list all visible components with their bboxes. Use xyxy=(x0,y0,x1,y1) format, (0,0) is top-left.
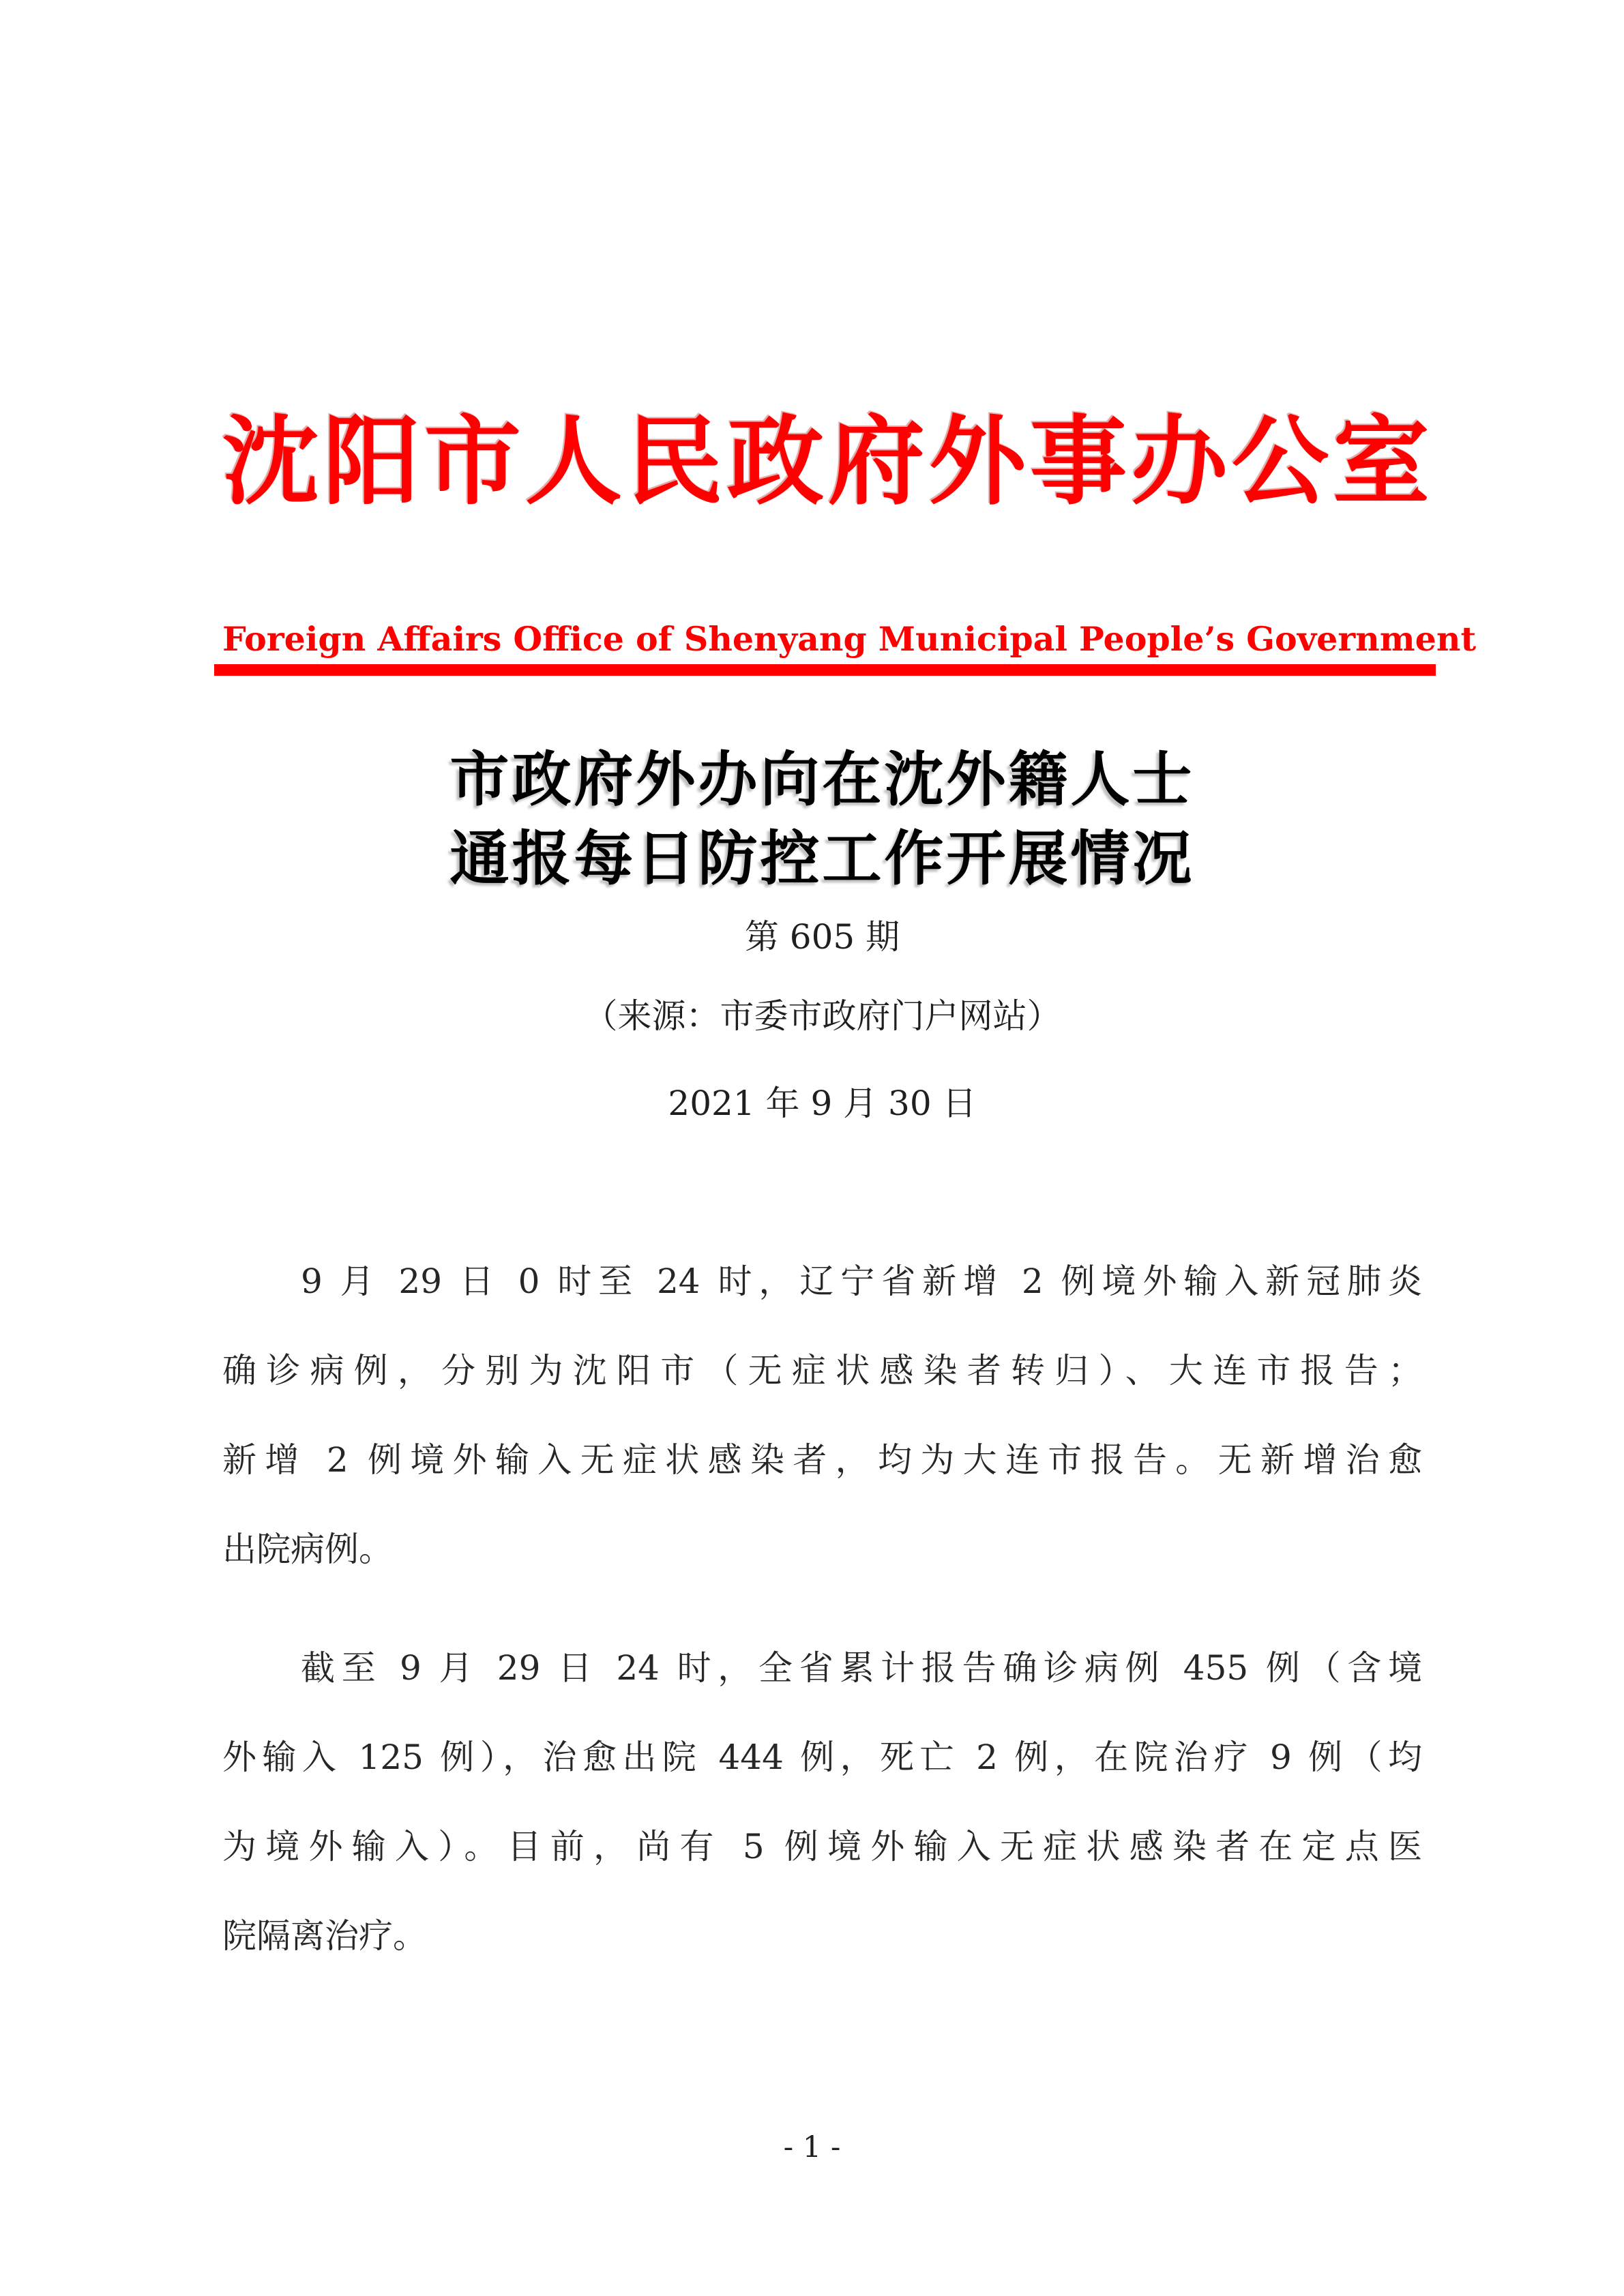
date-line: 2021 年 9 月 30 日 xyxy=(668,1084,977,1123)
paragraph-1-line-4: 出院病例。 xyxy=(222,1530,393,1569)
letterhead-title-en: Foreign Affairs Office of Shenyang Municipal People’s Government xyxy=(222,619,1477,659)
letterhead-title-cn: 沈阳市人民政府外事办公室 xyxy=(222,405,1434,518)
paragraph-2-line-1: 截至 9 月 29 日 24 时，全省累计报告确诊病例 455 例（含境 xyxy=(301,1648,1422,1688)
body-text xyxy=(222,1237,1422,1981)
paragraph-2 xyxy=(222,1624,1422,1981)
paragraph-2-line-4: 院隔离治疗。 xyxy=(222,1916,427,1956)
paragraph-2-line-2: 外输入 125 例），治愈出院 444 例，死亡 2 例，在院治疗 9 例（均 xyxy=(222,1738,1422,1777)
paragraph-2-line-3: 为境外输入）。目前，尚有 5 例境外输入无症状感染者在定点医 xyxy=(222,1827,1422,1866)
issue-number: 第 605 期 xyxy=(744,917,900,957)
source-line: （来源：市委市政府门户网站） xyxy=(583,996,1061,1036)
paragraph-1 xyxy=(222,1237,1422,1594)
document-title-line-1: 市政府外办向在沈外籍人士 xyxy=(449,744,1195,814)
document-title xyxy=(222,740,1422,898)
paragraph-1-line-3: 新增 2 例境外输入无症状感染者，均为大连市报告。无新增治愈 xyxy=(222,1440,1422,1480)
page-number: - 1 - xyxy=(783,2130,841,2164)
letterhead-divider-rule xyxy=(214,664,1436,676)
paragraph-1-line-2: 确诊病例，分别为沈阳市（无症状感染者转归）、大连市报告； xyxy=(222,1351,1422,1390)
document-title-line-2: 通报每日防控工作开展情况 xyxy=(449,823,1195,893)
paragraph-1-line-1: 9 月 29 日 0 时至 24 时，辽宁省新增 2 例境外输入新冠肺炎 xyxy=(301,1262,1422,1301)
